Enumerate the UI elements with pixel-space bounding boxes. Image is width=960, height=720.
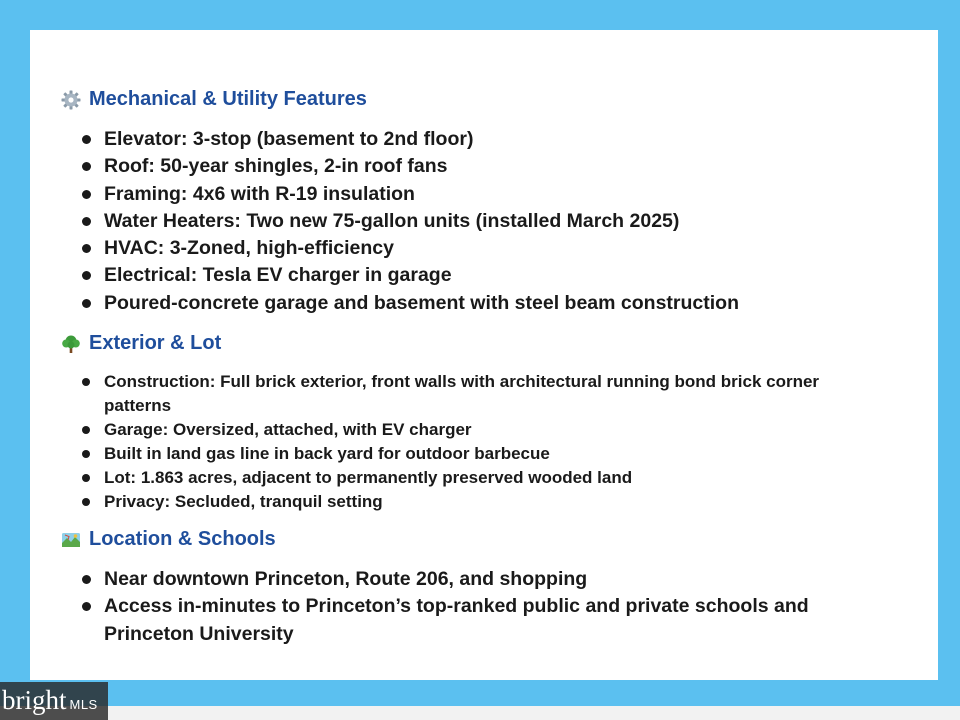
section-title: Exterior & Lot [89, 332, 222, 354]
list-item: Poured-concrete garage and basement with steel beam construction [82, 290, 739, 317]
exterior-list [82, 370, 824, 514]
list-item: HVAC: 3-Zoned, high-efficiency [82, 235, 739, 262]
list-item: Framing: 4x6 with R-19 insulation [82, 181, 739, 208]
location-list [82, 566, 822, 648]
watermark-suffix: MLS [69, 697, 98, 712]
gear-icon [60, 89, 82, 111]
list-item: Elevator: 3-stop (basement to 2nd floor) [82, 126, 739, 153]
section-title: Location & Schools [89, 528, 276, 550]
section-heading-mechanical [60, 88, 367, 111]
list-item: Garage: Oversized, attached, with EV charger [82, 418, 824, 442]
watermark-brand: bright [2, 685, 67, 715]
list-item: Near downtown Princeton, Route 206, and shopping [82, 566, 822, 593]
bottom-strip [0, 706, 960, 720]
section-heading-exterior [60, 332, 221, 355]
list-item: Lot: 1.863 acres, adjacent to permanently preserved wooded land [82, 466, 824, 490]
section-title: Mechanical & Utility Features [89, 88, 367, 110]
list-item: Roof: 50-year shingles, 2-in roof fans [82, 153, 739, 180]
list-item: Electrical: Tesla EV charger in garage [82, 262, 739, 289]
list-item: Water Heaters: Two new 75-gallon units (installed March 2025) [82, 208, 739, 235]
mechanical-list [82, 126, 739, 317]
tree-icon [60, 333, 82, 355]
list-item: Access in-minutes to Princeton’s top-ranked public and private schools and Princeton University [82, 593, 822, 648]
map-icon [60, 529, 82, 551]
mls-watermark [0, 682, 108, 720]
list-item: Built in land gas line in back yard for outdoor barbecue [82, 442, 824, 466]
list-item: Privacy: Secluded, tranquil setting [82, 490, 824, 514]
list-item: Construction: Full brick exterior, front walls with architectural running bond brick corner patterns [82, 370, 824, 418]
section-heading-location [60, 528, 276, 551]
